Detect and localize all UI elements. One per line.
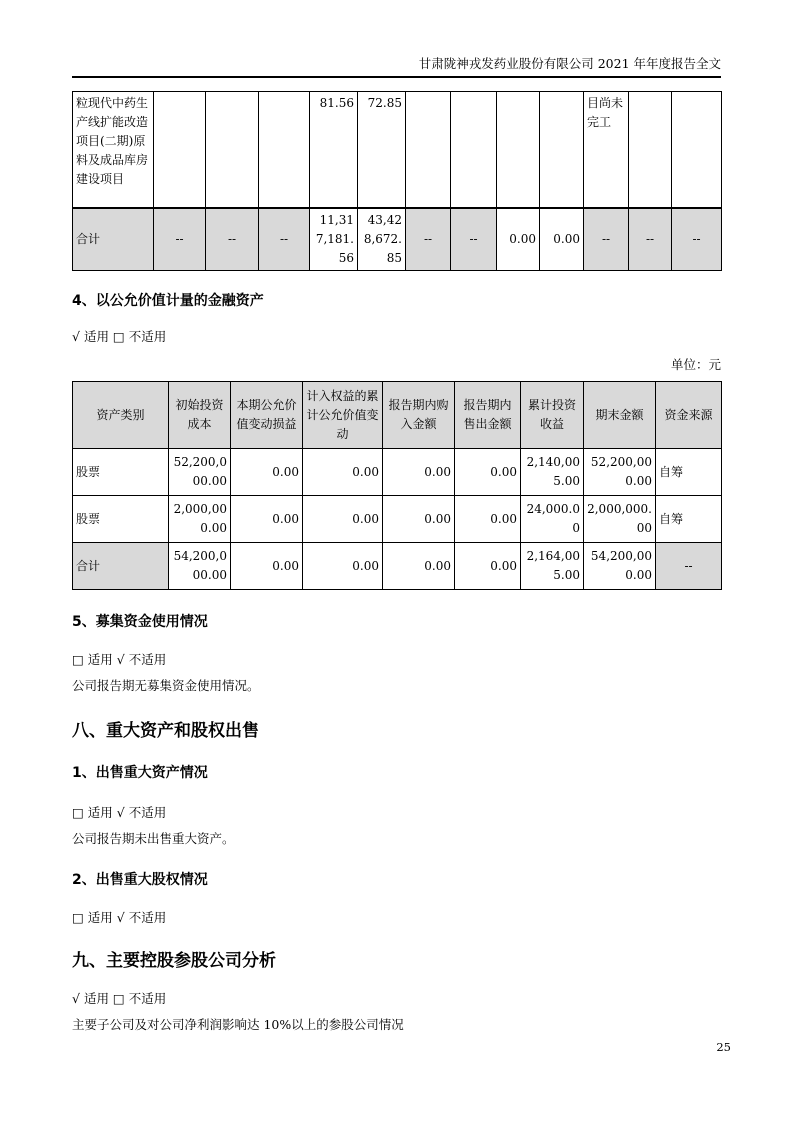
table-cell [629, 92, 672, 209]
amount-cell: 0.00 [303, 449, 383, 496]
dash-cell: -- [629, 208, 672, 271]
construction-projects-table [72, 91, 722, 271]
asset-type-cell: 股票 [73, 449, 169, 496]
amount-cell: 81.56 [310, 92, 358, 209]
column-header-ending-amount: 期末金额 [584, 382, 656, 449]
total-label-cell: 合计 [73, 543, 169, 590]
total-amount-cell: 0.00 [497, 208, 540, 271]
total-amount-cell: 0.00 [455, 543, 521, 590]
section8-sub2-applicability: □ 适用 √ 不适用 [72, 910, 167, 925]
table-header-row [73, 382, 722, 449]
section5-heading: 5、募集资金使用情况 [72, 614, 208, 630]
column-header-fair-value-change: 本期公允价值变动损益 [231, 382, 303, 449]
section4-heading: 4、以公允价值计量的金融资产 [72, 293, 264, 309]
amount-cell: 0.00 [455, 449, 521, 496]
total-label-cell: 合计 [73, 208, 154, 271]
column-header-initial-cost: 初始投资成本 [169, 382, 231, 449]
amount-cell: 0.00 [383, 496, 455, 543]
section9-applicability: √ 适用 □ 不适用 [72, 991, 167, 1006]
column-header-equity-cumulative-change: 计入权益的累计公允价值变动 [303, 382, 383, 449]
section9-heading: 九、主要控股参股公司分析 [72, 951, 276, 971]
dash-cell: -- [206, 208, 259, 271]
asset-type-cell: 股票 [73, 496, 169, 543]
table-row-stock-2 [73, 496, 722, 543]
column-header-cumulative-income: 累计投资收益 [521, 382, 584, 449]
dash-cell: -- [672, 208, 722, 271]
amount-cell: 0.00 [455, 496, 521, 543]
dash-cell: -- [584, 208, 629, 271]
total-amount-cell: 54,200,000.00 [169, 543, 231, 590]
page-number: 25 [716, 1040, 731, 1054]
table-row-stock-1 [73, 449, 722, 496]
section5-note: 公司报告期无募集资金使用情况。 [72, 678, 260, 693]
fund-source-cell: 自筹 [656, 496, 722, 543]
amount-cell: 52,200,000.00 [584, 449, 656, 496]
table-cell [451, 92, 497, 209]
report-header-title: 甘肃陇神戎发药业股份有限公司 2021 年年度报告全文 [418, 56, 721, 71]
amount-cell: 0.00 [231, 449, 303, 496]
amount-cell: 52,200,000.00 [169, 449, 231, 496]
total-amount-cell: 2,164,005.00 [521, 543, 584, 590]
amount-cell: 2,000,000.00 [169, 496, 231, 543]
section5-applicability: □ 适用 √ 不适用 [72, 652, 167, 667]
financial-assets-table [72, 381, 722, 590]
section8-sub1-heading: 1、出售重大资产情况 [72, 765, 208, 781]
total-amount-cell: 0.00 [303, 543, 383, 590]
amount-cell: 0.00 [231, 496, 303, 543]
section8-sub1-applicability: □ 适用 √ 不适用 [72, 805, 167, 820]
section4-applicability: √ 适用 □ 不适用 [72, 329, 167, 344]
amount-cell: 0.00 [383, 449, 455, 496]
column-header-fund-source: 资金来源 [656, 382, 722, 449]
dash-cell: -- [259, 208, 310, 271]
total-amount-cell: 0.00 [383, 543, 455, 590]
dash-cell: -- [451, 208, 497, 271]
table-cell [540, 92, 584, 209]
table-cell [406, 92, 451, 209]
table-cell [206, 92, 259, 209]
amount-cell: 2,000,000.00 [584, 496, 656, 543]
fund-source-cell: 自筹 [656, 449, 722, 496]
amount-cell: 0.00 [303, 496, 383, 543]
section8-sub2-heading: 2、出售重大股权情况 [72, 872, 208, 888]
unit-label: 单位：元 [670, 357, 721, 372]
dash-cell: -- [656, 543, 722, 590]
section8-heading: 八、重大资产和股权出售 [72, 721, 259, 741]
total-amount-cell: 11,317,181.56 [310, 208, 358, 271]
dash-cell: -- [406, 208, 451, 271]
table-cell [672, 92, 722, 209]
column-header-sold: 报告期内售出金额 [455, 382, 521, 449]
table-cell [259, 92, 310, 209]
project-name-cell: 粒现代中药生产线扩能改造项目(二期)原料及成品库房建设项目 [73, 92, 154, 209]
table-cell [497, 92, 540, 209]
total-amount-cell: 0.00 [231, 543, 303, 590]
total-amount-cell: 54,200,000.00 [584, 543, 656, 590]
column-header-asset-type: 资产类别 [73, 382, 169, 449]
amount-cell: 2,140,005.00 [521, 449, 584, 496]
table-row-total [73, 208, 722, 271]
section8-sub1-note: 公司报告期未出售重大资产。 [72, 831, 235, 846]
table-row-project [73, 92, 722, 209]
section9-note: 主要子公司及对公司净利润影响达 10%以上的参股公司情况 [72, 1017, 404, 1032]
total-amount-cell: 0.00 [540, 208, 584, 271]
column-header-purchased: 报告期内购入金额 [383, 382, 455, 449]
header-divider [72, 76, 721, 78]
table-row-total [73, 543, 722, 590]
total-amount-cell: 43,428,672.85 [358, 208, 406, 271]
table-cell [154, 92, 206, 209]
amount-cell: 72.85 [358, 92, 406, 209]
project-status-cell: 目尚未完工 [584, 92, 629, 209]
dash-cell: -- [154, 208, 206, 271]
amount-cell: 24,000.00 [521, 496, 584, 543]
